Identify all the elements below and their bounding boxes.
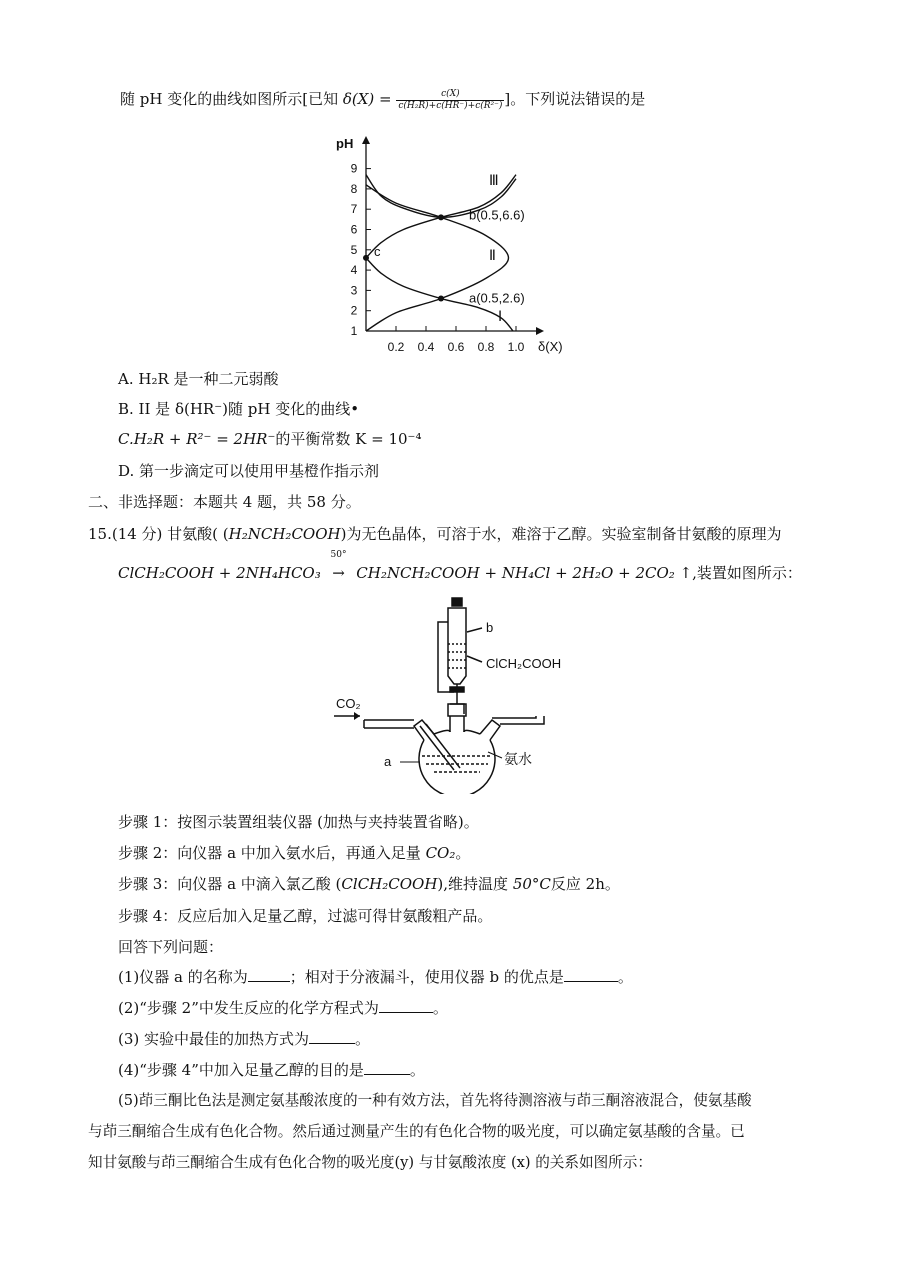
label-b: b xyxy=(486,620,494,635)
x-tick-label: 0.6 xyxy=(447,340,465,354)
step-3-temperature: 50°C xyxy=(512,875,551,893)
curve-label-1: Ⅰ xyxy=(498,307,503,324)
option-c-equation: H₂R + R²⁻ = 2HR⁻ xyxy=(133,430,276,448)
fraction-denominator: c(H₂R)+c(HR⁻)+c(R²⁻) xyxy=(398,100,503,111)
point-c xyxy=(363,255,369,261)
q3-end: 。 xyxy=(355,1030,371,1048)
reaction-equation xyxy=(118,550,802,584)
q2-text: (2)“步骤 2”中发生反应的化学方程式为 xyxy=(118,999,379,1017)
step-2-text: 步骤 2：向仪器 a 中加入氨水后，再通入足量 xyxy=(118,844,426,862)
intro-text: 随 pH 变化的曲线如图所示[已知 xyxy=(120,90,343,108)
q2-blank[interactable] xyxy=(379,998,433,1013)
q1-blank-1[interactable] xyxy=(248,967,290,982)
intro-question: ]。下列说法错误的是 xyxy=(504,90,646,108)
question-2 xyxy=(118,997,448,1019)
apparatus-diagram xyxy=(330,592,610,794)
q3-blank[interactable] xyxy=(309,1029,355,1044)
ph-distribution-chart xyxy=(330,128,570,364)
step-3-end: 反应 2h。 xyxy=(550,875,620,893)
reaction-tail: ,装置如图所示： xyxy=(692,564,802,582)
y-axis-arrow xyxy=(362,136,370,144)
y-tick-label: 3 xyxy=(350,283,358,298)
section-heading: 二、非选择题：本题共 4 题，共 58 分。 xyxy=(88,493,361,511)
q4-text: (4)“步骤 4”中加入足量乙醇的目的是 xyxy=(118,1061,364,1079)
constant-pressure-funnel xyxy=(438,598,482,704)
question-15-header xyxy=(88,523,781,545)
q4-blank[interactable] xyxy=(364,1060,410,1075)
y-tick-label: 8 xyxy=(350,181,358,196)
point-a xyxy=(438,296,444,302)
x-tick-label: 0.4 xyxy=(417,340,435,354)
q1-text: (1)仪器 a 的名称为 xyxy=(118,968,248,986)
fraction-numerator: c(X) xyxy=(396,89,504,101)
reaction-condition: 50° xyxy=(330,550,347,560)
q1-blank-2[interactable] xyxy=(564,967,618,982)
question-5-line-3: 知甘氨酸与茚三酮缩合生成有色化合物的吸光度(y) 与甘氨酸浓度 (x) 的关系如图所示： xyxy=(88,1154,652,1171)
point-label-b: b(0.5,6.6) xyxy=(469,207,525,223)
option-c xyxy=(118,428,422,450)
step-2 xyxy=(118,842,470,864)
question-1 xyxy=(118,966,633,988)
option-c-letter: C. xyxy=(118,430,134,448)
y-tick-label: 1 xyxy=(350,324,358,338)
reaction-arrow: 50° → xyxy=(326,562,352,584)
y-tick-label: 9 xyxy=(350,161,358,176)
glycine-formula: H₂NCH₂COOH xyxy=(228,525,341,543)
question-5-line-1: (5)茚三酮比色法是测定氨基酸浓度的一种有效方法，首先将待测溶液与茚三酮溶液混合，使氨基酸 xyxy=(118,1092,752,1109)
x-axis-arrow xyxy=(536,327,544,335)
curve-label-3: Ⅲ xyxy=(489,171,499,188)
delta-fraction xyxy=(396,89,504,112)
questions-intro: 回答下列问题： xyxy=(118,938,224,956)
q15-description: )为无色晶体，可溶于水，难溶于乙醇。实验室制备甘氨酸的原理为 xyxy=(340,525,782,543)
step-1: 步骤 1：按图示装置组装仪器 (加热与夹持装置省略)。 xyxy=(118,813,479,831)
x-tick-label: 0.2 xyxy=(387,340,405,354)
x-tick-label: 0.8 xyxy=(477,340,495,354)
step-2-end: 。 xyxy=(455,844,471,862)
curve-label-2: Ⅱ xyxy=(489,246,496,263)
three-neck-flask xyxy=(364,704,544,794)
y-axis-label: pH xyxy=(336,136,354,151)
y-tick-label: 7 xyxy=(350,202,358,217)
point-label-a: a(0.5,2.6) xyxy=(469,290,525,306)
question-4 xyxy=(118,1059,425,1081)
q3-text: (3) 实验中最佳的加热方式为 xyxy=(118,1030,310,1048)
q4-end: 。 xyxy=(409,1061,425,1079)
option-c-constant: 的平衡常数 K = 10⁻⁴ xyxy=(275,430,422,448)
co2-arrowhead xyxy=(354,712,360,720)
reaction-products: CH₂NCH₂COOH + NH₄Cl + 2H₂O + 2CO₂ ↑ xyxy=(356,564,693,582)
y-tick-label: 2 xyxy=(350,303,358,318)
option-d: D. 第一步滴定可以使用甲基橙作指示剂 xyxy=(118,462,380,480)
y-tick-label: 6 xyxy=(350,222,358,237)
step-2-formula: CO₂ xyxy=(425,844,456,862)
question-5-line-2: 与茚三酮缩合生成有色化合物。然后通过测量产生的有色化合物的吸光度，可以确定氨基酸的含量。已 xyxy=(88,1123,745,1140)
reaction-reactants: ClCH₂COOH + 2NH₄HCO₃ xyxy=(118,564,321,582)
question-3 xyxy=(118,1028,370,1050)
delta-definition: δ(X) = xyxy=(342,90,397,108)
label-co2: CO₂ xyxy=(336,696,361,711)
x-tick-label: 1.0 xyxy=(507,340,525,354)
option-b: B. II 是 δ(HR⁻)随 pH 变化的曲线• xyxy=(118,400,360,418)
y-tick-label: 5 xyxy=(350,242,358,257)
label-chloroacetic-acid: ClCH₂COOH xyxy=(486,656,562,671)
intro-line xyxy=(120,88,645,112)
label-a: a xyxy=(384,754,392,769)
y-tick-label: 4 xyxy=(350,263,358,278)
step-3-formula: ClCH₂COOH xyxy=(341,875,438,893)
label-ammonia: 氨水 xyxy=(504,751,532,767)
q15-number: 15.(14 分) 甘氨酸( ( xyxy=(88,525,229,543)
point-label-c: c xyxy=(374,243,381,259)
option-a: A. H₂R 是一种二元弱酸 xyxy=(118,370,279,388)
step-3-text: 步骤 3：向仪器 a 中滴入氯乙酸 ( xyxy=(118,875,342,893)
step-3 xyxy=(118,873,620,895)
point-b xyxy=(438,214,444,220)
step-4: 步骤 4：反应后加入足量乙醇，过滤可得甘氨酸粗产品。 xyxy=(118,907,493,925)
step-3-middle: ),维持温度 xyxy=(437,875,513,893)
q1-text-2: ；相对于分液漏斗，使用仪器 b 的优点是 xyxy=(289,968,564,986)
q1-end: 。 xyxy=(617,968,633,986)
q2-end: 。 xyxy=(432,999,448,1017)
x-axis-label: δ(X) xyxy=(538,339,563,354)
